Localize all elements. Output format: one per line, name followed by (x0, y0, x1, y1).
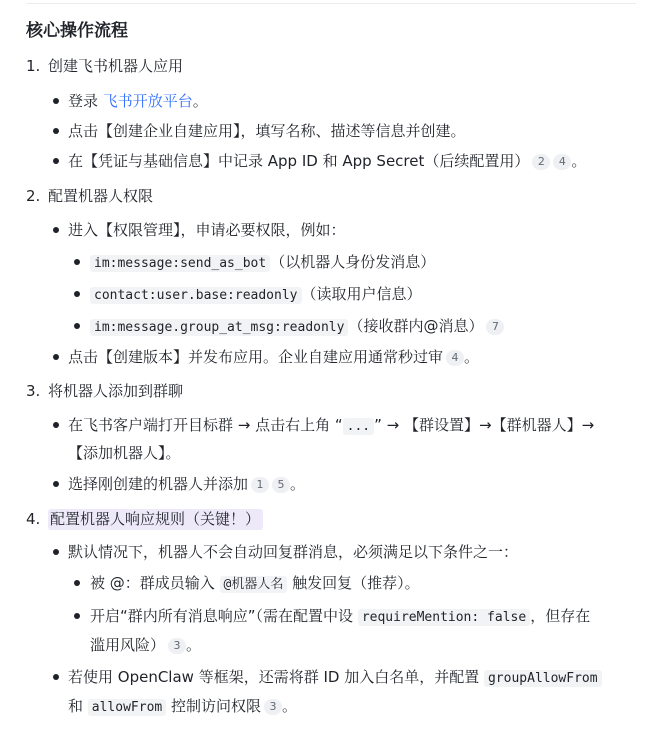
mention-code: @机器人名 (220, 576, 288, 593)
section-title-text: 将机器人添加到群聊 (48, 382, 184, 400)
section-number: 4. (26, 510, 41, 528)
item-text: 。 (464, 348, 480, 366)
citation-badge[interactable]: 4 (553, 154, 571, 170)
item-text: 。 (571, 152, 587, 170)
section-title-text: 配置机器人响应规则（关键！） (48, 509, 263, 530)
item-text: ” → 【群设置】→【群机器人】→ (374, 416, 595, 434)
list-item-continuation (90, 633, 634, 657)
bullet-icon (74, 580, 80, 586)
config-code: groupAllowFrom (484, 670, 602, 687)
section-number: 3. (26, 382, 41, 400)
item-text: 选择刚创建的机器人并添加 (68, 475, 249, 493)
item-text: 触发回复（推荐）。 (287, 574, 420, 592)
permission-code: im:message.group_at_msg:readonly (90, 319, 348, 336)
list-item-continuation (68, 441, 634, 465)
citation-badge[interactable]: 2 (532, 154, 550, 170)
list-item (68, 89, 634, 113)
list-item (68, 540, 634, 564)
item-text: 。 (186, 636, 202, 654)
bullet-icon (53, 422, 59, 428)
item-text: （读取用户信息） (301, 285, 422, 303)
item-text: 。 (282, 697, 298, 715)
item-text: 。 (192, 92, 208, 110)
list-item (68, 665, 636, 691)
item-text: 若使用 OpenClaw 等框架，还需将群 ID 加入白名单，并配置 (68, 668, 484, 686)
item-text: 【添加机器人】。 (68, 444, 181, 462)
list-item (90, 250, 634, 276)
list-item (68, 149, 634, 173)
item-text: ，但存在 (530, 607, 591, 625)
section-title-text: 配置机器人权限 (48, 187, 154, 205)
list-item (68, 119, 634, 143)
bullet-icon (53, 227, 59, 233)
section-number: 1. (26, 57, 41, 75)
bullet-icon (53, 549, 59, 555)
item-text: 在飞书客户端打开目标群 → 点击右上角 “ (68, 416, 343, 434)
item-text: 点击【创建版本】并发布应用。企业自建应用通常秒过审 (68, 348, 444, 366)
bullet-icon (53, 128, 59, 134)
ellipsis-menu-code: ... (343, 418, 374, 435)
bullet-icon (53, 481, 59, 487)
bullet-icon (74, 291, 80, 297)
bullet-icon (74, 613, 80, 619)
item-text: 。 (290, 475, 306, 493)
item-text: 滥用风险） (90, 636, 166, 654)
page-heading: 核心操作流程 (26, 21, 128, 41)
item-text: （以机器人身份发消息） (270, 253, 436, 271)
list-item (90, 314, 634, 340)
section-1-title (26, 54, 183, 78)
list-item-continuation (68, 694, 634, 720)
item-text: 和 (68, 697, 88, 715)
section-4-title (26, 507, 263, 531)
list-item (68, 345, 634, 369)
section-2-title (26, 184, 153, 208)
list-item (68, 413, 634, 439)
bullet-icon (53, 158, 59, 164)
citation-badge[interactable]: 3 (168, 638, 186, 654)
item-text: 开启“群内所有消息响应”（需在配置中设 (90, 607, 358, 625)
citation-badge[interactable]: 5 (272, 477, 290, 493)
section-3-title (26, 379, 183, 403)
item-text: （接收群内@消息） (348, 317, 484, 335)
item-text: 点击【创建企业自建应用】，填写名称、描述等信息并创建。 (68, 122, 466, 140)
bullet-icon (53, 354, 59, 360)
item-text: 控制访问权限 (166, 697, 262, 715)
permission-code: contact:user.base:readonly (90, 287, 302, 304)
item-text: 被 @：群成员输入 (90, 574, 220, 592)
item-text: 在【凭证与基础信息】中记录 App ID 和 App Secret（后续配置用） (68, 152, 530, 170)
config-code: requireMention: false (358, 609, 530, 626)
list-item (90, 282, 634, 308)
citation-badge[interactable]: 3 (264, 699, 282, 715)
top-divider (26, 3, 636, 4)
permission-code: im:message:send_as_bot (90, 255, 270, 272)
bullet-icon (74, 259, 80, 265)
section-title-text: 创建飞书机器人应用 (48, 57, 184, 75)
list-item (90, 571, 634, 597)
item-text: 进入【权限管理】，申请必要权限，例如： (68, 221, 346, 239)
item-text: 默认情况下，机器人不会自动回复群消息，必须满足以下条件之一： (68, 543, 519, 561)
bullet-icon (74, 323, 80, 329)
section-number: 2. (26, 187, 41, 205)
config-code: allowFrom (88, 699, 166, 716)
bullet-icon (53, 98, 59, 104)
citation-badge[interactable]: 7 (486, 319, 504, 335)
bullet-icon (53, 674, 59, 680)
list-item (68, 472, 634, 496)
item-text: 登录 (68, 92, 103, 110)
open-platform-link[interactable]: 飞书开放平台 (102, 92, 193, 110)
list-item (68, 218, 634, 242)
citation-badge[interactable]: 1 (251, 477, 269, 493)
citation-badge[interactable]: 4 (446, 350, 464, 366)
list-item (90, 604, 634, 630)
